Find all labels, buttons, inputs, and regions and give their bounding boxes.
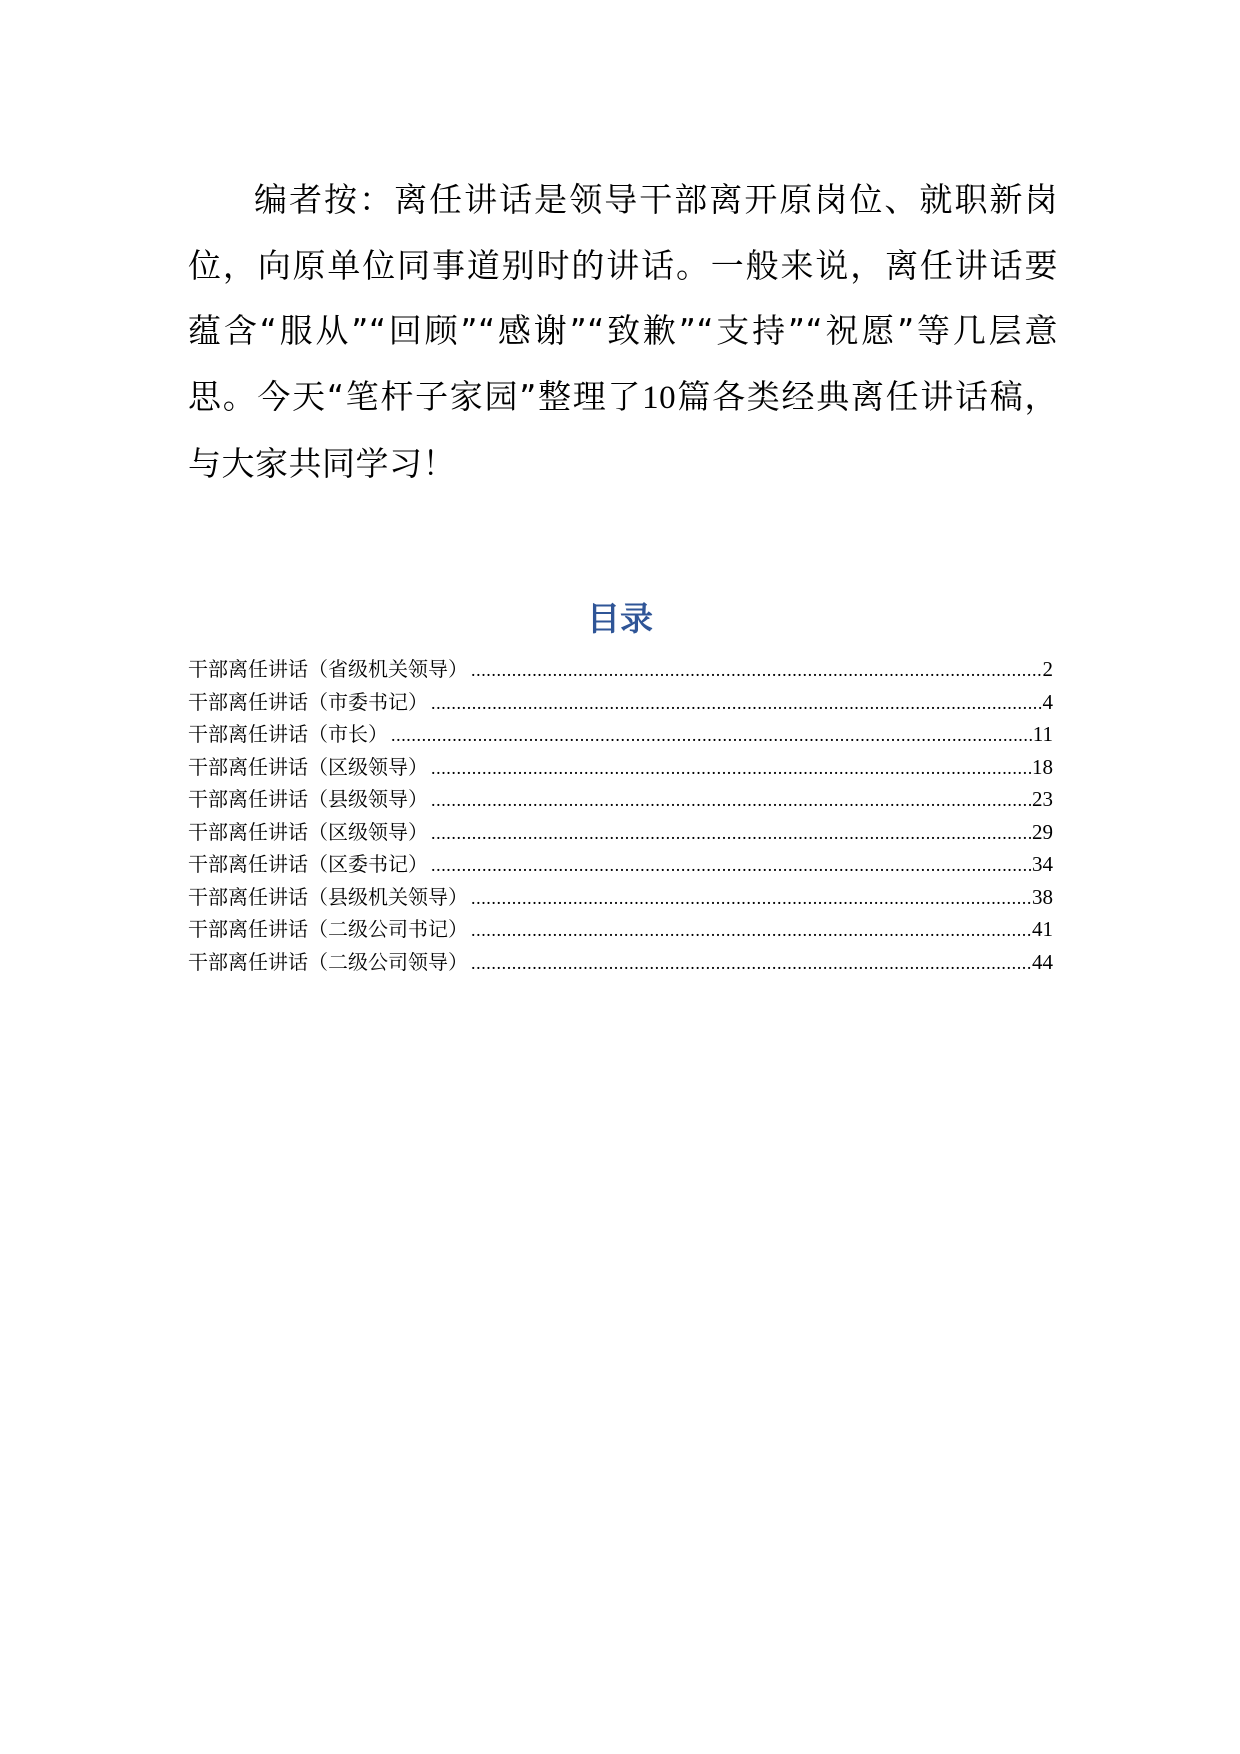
toc-dot-leader [431,752,1031,785]
toc-entry-title: 干部离任讲话（二级公司领导） [188,949,468,974]
toc-entry[interactable] [188,946,1053,979]
toc-entry-title: 干部离任讲话（二级公司书记） [188,917,468,941]
toc-dot-leader [431,687,1042,720]
toc-entry-title: 干部离任讲话（省级机关领导） [188,657,468,681]
toc-dot-leader [471,914,1031,947]
table-of-contents [188,653,1053,978]
toc-dot-leader [431,817,1031,850]
toc-entry-title: 干部离任讲话（区级领导） [188,754,428,779]
toc-entry-page: 34 [1032,852,1053,876]
toc-entry-page: 11 [1032,722,1053,746]
toc-title: 目录 [587,599,653,638]
editor-note-text-part1: 编者按：离任讲话是领导干部离开原岗位、就职新岗位，向原单位同事道别时的讲话。一般来说，离任讲话要蕴含“服从”“回顾”“感谢”“致歉”“支持”“祝愿”等几层意思。今天“笔杆子家园”整理了 [188,180,1058,416]
toc-entry[interactable] [188,783,1053,816]
toc-entry[interactable] [188,816,1053,849]
toc-entry[interactable] [188,848,1053,881]
toc-entry-page: 23 [1032,787,1053,811]
toc-entry-page: 2 [1042,657,1053,681]
toc-entry[interactable] [188,751,1053,784]
toc-entry[interactable] [188,881,1053,914]
toc-entry[interactable] [188,718,1053,751]
toc-entry-title: 干部离任讲话（市长） [188,722,388,746]
toc-entry-page: 29 [1032,819,1053,844]
editor-note-paragraph [188,167,1058,497]
toc-entry-title: 干部离任讲话（区级领导） [188,819,428,844]
toc-entry-title: 干部离任讲话（县级领导） [188,787,428,811]
toc-dot-leader [391,719,1032,752]
editor-note-count: 10 [642,379,677,416]
toc-entry[interactable] [188,686,1053,719]
toc-entry-page: 4 [1042,689,1053,714]
toc-entry[interactable] [188,913,1053,946]
toc-entry-page: 18 [1032,754,1053,779]
toc-dot-leader [471,654,1042,687]
toc-entry-title: 干部离任讲话（市委书记） [188,689,428,714]
toc-entry[interactable] [188,653,1053,686]
toc-entry-title: 干部离任讲话（县级机关领导） [188,884,468,909]
toc-dot-leader [471,882,1031,915]
toc-dot-leader [471,947,1031,980]
toc-entry-title: 干部离任讲话（区委书记） [188,852,428,876]
editor-note-text-part2: 篇各类经典离任讲话稿，与大家共同学习！ [188,376,1059,483]
toc-entry-page: 38 [1032,884,1053,909]
toc-dot-leader [431,849,1031,882]
toc-dot-leader [431,784,1031,817]
toc-entry-page: 44 [1032,949,1053,974]
toc-entry-page: 41 [1032,917,1053,941]
